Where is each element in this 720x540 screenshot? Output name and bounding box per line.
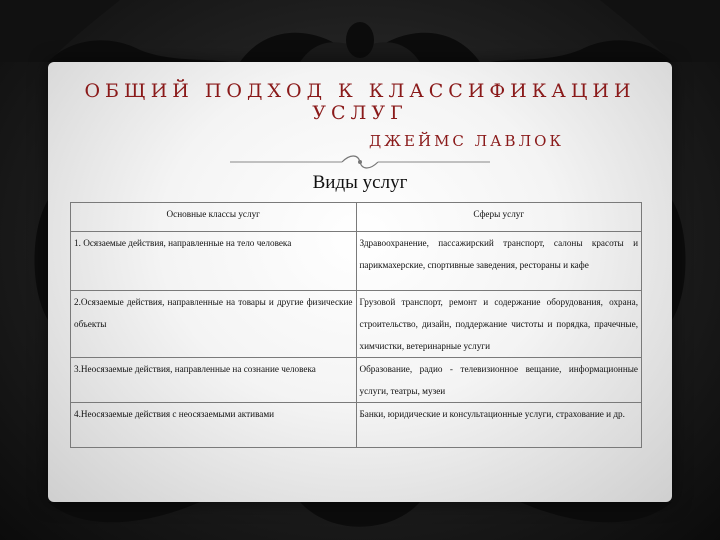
header-classes: Основные классы услуг [71,203,357,232]
table-row [71,403,642,448]
title-line-2: УСЛУГ [312,102,408,124]
header-spheres: Сферы услуг [356,203,642,232]
table-row [71,358,642,403]
slide-title [0,80,720,124]
sphere-cell: Банки, юридические и консультационные услуги, страхование и др. [356,403,642,448]
class-cell: 4.Неосязаемые действия с неосязаемыми активами [71,403,357,448]
flourish-divider [230,154,490,170]
table-title: Виды услуг [312,172,408,193]
class-cell: 1. Осязаемые действия, направленные на тело человека [71,232,357,291]
sphere-cell: Грузовой транспорт, ремонт и содержание оборудования, охрана, строительство, дизайн, поддержание чистоты и порядка, прачечные, химчистки, ветеринарные услуги [356,291,642,358]
class-cell: 3.Неосязаемые действия, направленные на сознание человека [71,358,357,403]
slide-subtitle: ДЖЕЙМС ЛАВЛОК [368,132,564,150]
sphere-cell: Здравоохранение, пассажирский транспорт, салоны красоты и парикмахерские, спортивные заведения, рестораны и кафе [356,232,642,291]
table-header-row [71,203,642,232]
services-table [70,202,642,448]
class-cell: 2.Осязаемые действия, направленные на товары и другие физические объекты [71,291,357,358]
table-row [71,232,642,291]
title-line-1: ОБЩИЙ ПОДХОД К КЛАССИФИКАЦИИ [84,80,636,102]
sphere-cell: Образование, радио - телевизионное вещание, информационные услуги, театры, музеи [356,358,642,403]
table-row [71,291,642,358]
